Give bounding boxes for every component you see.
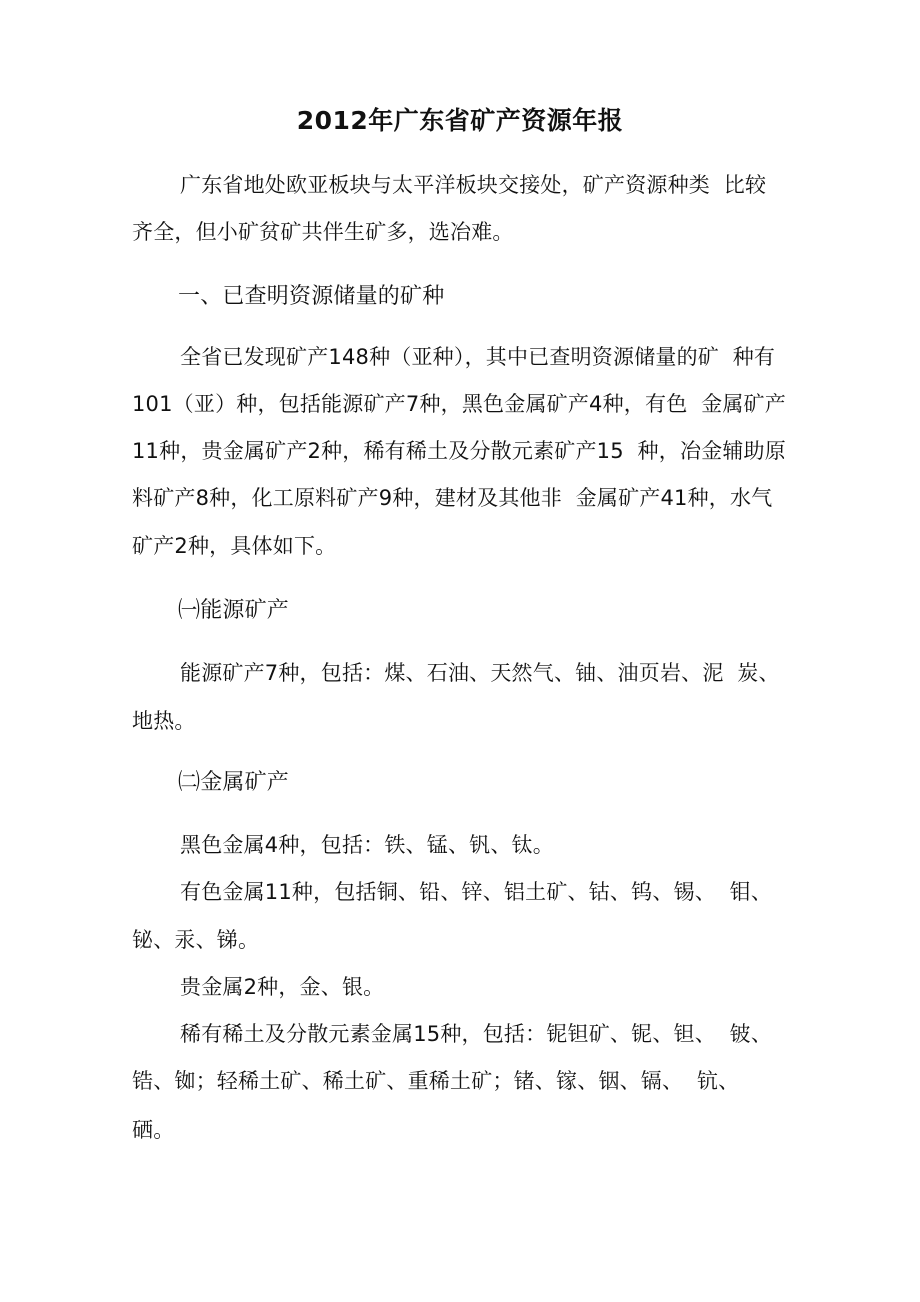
sub2-line-1: 黑色金属4种，包括：铁、锰、钒、钛。 [180, 833, 554, 857]
sub2-heading: ㈡金属矿产 [178, 770, 290, 795]
section1-heading: 一、已查明资源储量的矿种 [178, 284, 445, 309]
sub2-line-2: 有色金属11种，包括铜、铅、锌、铝土矿、钴、钨、锡、 钼、 [180, 880, 773, 904]
sub2-line-7: 硒。 [132, 1118, 175, 1142]
sub2-line-6: 锆、铷；轻稀土矿、稀土矿、重稀土矿；锗、镓、铟、镉、 钪、 [132, 1069, 740, 1093]
section1-line-1: 全省已发现矿产148种（亚种），其中已查明资源储量的矿 种有 [180, 345, 776, 369]
sub1-line-1: 能源矿产7种，包括：煤、石油、天然气、铀、油页岩、泥 炭、 [180, 661, 780, 685]
sub2-line-5: 稀有稀土及分散元素金属15种，包括：铌钽矿、铌、钽、 铍、 [180, 1022, 773, 1046]
intro-line-1: 广东省地处欧亚板块与太平洋板块交接处，矿产资源种类 比较 [180, 173, 767, 197]
document-title: 2012年广东省矿产资源年报 [296, 106, 624, 135]
sub1-line-2: 地热。 [132, 709, 196, 733]
sub1-heading: ㈠能源矿产 [178, 598, 290, 623]
section1-line-2: 101（亚）种，包括能源矿产7种，黑色金属矿产4种，有色 金属矿产 [132, 392, 786, 416]
intro-line-2: 齐全，但小矿贫矿共伴生矿多，选冶难。 [132, 220, 514, 244]
sub2-line-4: 贵金属2种，金、银。 [180, 975, 385, 999]
section1-line-5: 矿产2种，具体如下。 [132, 534, 337, 558]
section1-line-3: 11种，贵金属矿产2种，稀有稀土及分散元素矿产15 种，冶金辅助原 [132, 439, 786, 463]
section1-line-4: 料矿产8种，化工原料矿产9种，建材及其他非 金属矿产41种，水气 [132, 486, 773, 510]
sub2-line-3: 铋、汞、锑。 [132, 928, 260, 952]
